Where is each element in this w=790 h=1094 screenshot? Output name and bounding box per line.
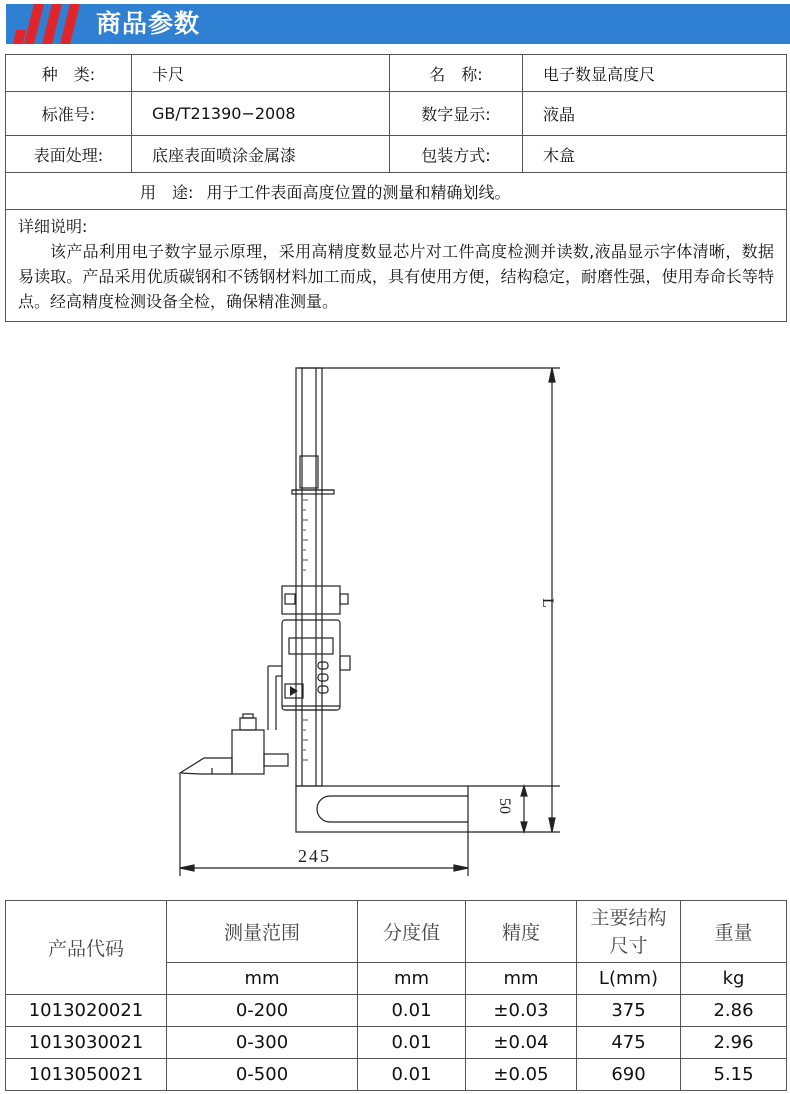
brand-logo-icon	[12, 2, 84, 46]
description-title: 详细说明:	[18, 217, 88, 236]
cell-weight: 2.96	[681, 1027, 787, 1059]
cell-accuracy: ±0.04	[466, 1027, 577, 1059]
col-header-structure-line2: 尺寸	[609, 934, 648, 957]
cell-length: 375	[577, 995, 681, 1027]
spec-usage-label: 用 途:	[140, 182, 194, 202]
table-row	[6, 995, 787, 1027]
header-title: 商品参数	[96, 9, 201, 38]
spec-surface-label: 表面处理:	[6, 136, 132, 173]
col-header-code: 产品代码	[6, 901, 167, 995]
cell-accuracy: ±0.03	[466, 995, 577, 1027]
dim-height-label: 50	[496, 798, 513, 814]
description-body: 该产品利用电子数字显示原理，采用高精度数显芯片对工件高度检测并读数,液晶显示字体清晰，数据易读取。产品采用优质碳钢和不锈钢材料加工而成，具有使用方便，结构稳定，耐磨性强，使用寿命长等特点。经高精度检测设备全检，确保精准测量。	[18, 242, 774, 311]
cell-accuracy: ±0.05	[466, 1059, 577, 1091]
spec-table	[5, 54, 787, 210]
spec-name-value: 电子数显高度尺	[523, 55, 787, 92]
spec-row	[6, 136, 787, 173]
spec-display-value: 液晶	[523, 92, 787, 136]
col-header-weight: 重量	[681, 901, 787, 963]
spec-package-label: 包装方式:	[390, 136, 523, 173]
description-box	[5, 204, 787, 322]
unit-accuracy: mm	[466, 963, 577, 995]
spec-kind-value: 卡尺	[132, 55, 390, 92]
spec-usage-value: 用于工件表面高度位置的测量和精确划线。	[206, 182, 511, 202]
table-row	[6, 1027, 787, 1059]
col-header-division: 分度值	[358, 901, 466, 963]
spec-surface-value: 底座表面喷涂金属漆	[132, 136, 390, 173]
cell-code: 1013050021	[6, 1059, 167, 1091]
unit-weight: kg	[681, 963, 787, 995]
spec-row	[6, 92, 787, 136]
unit-division: mm	[358, 963, 466, 995]
cell-range: 0-200	[167, 995, 358, 1027]
unit-range: mm	[167, 963, 358, 995]
spec-kind-label: 种 类:	[6, 55, 132, 92]
cell-division: 0.01	[358, 1027, 466, 1059]
cell-length: 690	[577, 1059, 681, 1091]
spec-row	[6, 55, 787, 92]
table-row	[6, 1059, 787, 1091]
col-header-structure	[577, 901, 681, 963]
unit-structure: L(mm)	[577, 963, 681, 995]
cell-code: 1013030021	[6, 1027, 167, 1059]
cell-range: 0-500	[167, 1059, 358, 1091]
cell-weight: 2.86	[681, 995, 787, 1027]
spec-display-label: 数字显示:	[390, 92, 523, 136]
col-header-structure-line1: 主要结构	[590, 906, 667, 929]
params-table	[5, 900, 787, 1091]
params-header-row	[6, 901, 787, 963]
col-header-accuracy: 精度	[466, 901, 577, 963]
cell-range: 0-300	[167, 1027, 358, 1059]
cell-division: 0.01	[358, 995, 466, 1027]
cell-division: 0.01	[358, 1059, 466, 1091]
section-header	[0, 0, 790, 48]
dim-length-label: L	[539, 598, 556, 608]
col-header-range: 测量范围	[167, 901, 358, 963]
dim-width-label: 245	[298, 846, 331, 866]
spec-std-value: GB/T21390−2008	[132, 92, 390, 136]
cell-length: 475	[577, 1027, 681, 1059]
cell-weight: 5.15	[681, 1059, 787, 1091]
height-gauge-drawing	[165, 355, 585, 885]
spec-std-label: 标准号:	[6, 92, 132, 136]
spec-name-label: 名 称:	[390, 55, 523, 92]
cell-code: 1013020021	[6, 995, 167, 1027]
spec-package-value: 木盒	[523, 136, 787, 173]
